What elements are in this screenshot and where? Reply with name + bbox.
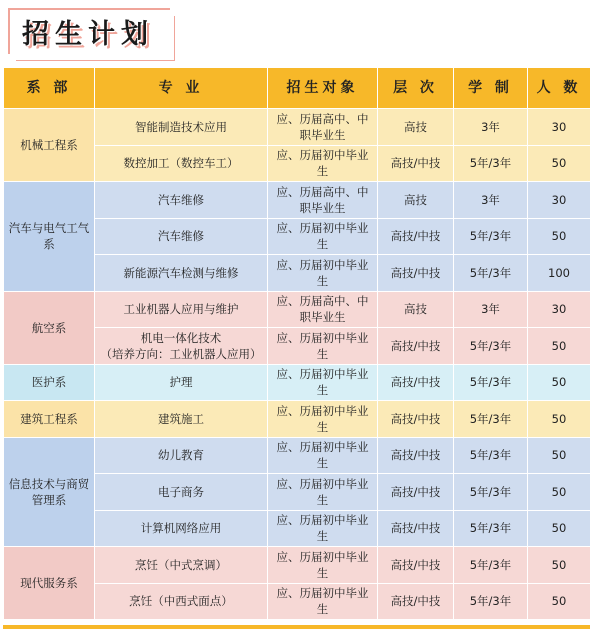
target-cell: 应、历届高中、中职毕业生 (268, 291, 378, 328)
dept-cell: 现代服务系 (4, 547, 95, 620)
target-cell: 应、历届高中、中职毕业生 (268, 109, 378, 146)
target-cell: 应、历届初中毕业生 (268, 328, 378, 365)
level-cell: 高技/中技 (378, 510, 454, 547)
level-cell: 高技/中技 (378, 474, 454, 511)
major-cell: 电子商务 (95, 474, 268, 511)
major-cell: 汽车维修 (95, 218, 268, 255)
table-row (4, 437, 591, 474)
major-cell: 数控加工（数控车工） (95, 145, 268, 182)
count-cell: 50 (528, 145, 591, 182)
target-cell: 应、历届初中毕业生 (268, 437, 378, 474)
target-cell: 应、历届初中毕业生 (268, 583, 378, 620)
duration-cell: 3年 (454, 291, 528, 328)
target-cell: 应、历届初中毕业生 (268, 145, 378, 182)
level-cell: 高技/中技 (378, 364, 454, 401)
level-cell: 高技/中技 (378, 328, 454, 365)
major-cell: 智能制造技术应用 (95, 109, 268, 146)
level-cell: 高技/中技 (378, 583, 454, 620)
table-row (4, 109, 591, 146)
major-cell: 护理 (95, 364, 268, 401)
count-cell: 50 (528, 547, 591, 584)
page-title: 招生计划 (22, 18, 154, 50)
major-cell: 汽车维修 (95, 182, 268, 219)
count-cell: 50 (528, 583, 591, 620)
target-cell: 应、历届初中毕业生 (268, 547, 378, 584)
duration-cell: 5年/3年 (454, 474, 528, 511)
duration-cell: 5年/3年 (454, 364, 528, 401)
count-cell: 50 (528, 364, 591, 401)
target-cell: 应、历届初中毕业生 (268, 218, 378, 255)
count-cell: 50 (528, 401, 591, 438)
level-cell: 高技/中技 (378, 401, 454, 438)
target-cell: 应、历届高中、中职毕业生 (268, 182, 378, 219)
level-cell: 高技 (378, 109, 454, 146)
major-cell: 建筑施工 (95, 401, 268, 438)
level-cell: 高技/中技 (378, 145, 454, 182)
count-cell: 50 (528, 510, 591, 547)
level-cell: 高技/中技 (378, 255, 454, 292)
level-cell: 高技/中技 (378, 547, 454, 584)
table-row (4, 401, 591, 438)
bottom-border (3, 625, 590, 629)
level-cell: 高技/中技 (378, 437, 454, 474)
header-duration: 学 制 (454, 68, 528, 109)
level-cell: 高技 (378, 182, 454, 219)
duration-cell: 5年/3年 (454, 437, 528, 474)
major-cell: 烹饪（中式烹调） (95, 547, 268, 584)
major-cell: 计算机网络应用 (95, 510, 268, 547)
table-row (4, 364, 591, 401)
header-dept: 系 部 (4, 68, 95, 109)
page-heading (8, 8, 168, 54)
major-cell: 烹饪（中西式面点） (95, 583, 268, 620)
duration-cell: 5年/3年 (454, 255, 528, 292)
major-cell: 新能源汽车检测与维修 (95, 255, 268, 292)
duration-cell: 5年/3年 (454, 218, 528, 255)
header-level: 层 次 (378, 68, 454, 109)
target-cell: 应、历届初中毕业生 (268, 474, 378, 511)
count-cell: 30 (528, 291, 591, 328)
count-cell: 30 (528, 182, 591, 219)
duration-cell: 5年/3年 (454, 510, 528, 547)
header-count: 人 数 (528, 68, 591, 109)
count-cell: 100 (528, 255, 591, 292)
dept-cell: 信息技术与商贸管理系 (4, 437, 95, 547)
table-row (4, 291, 591, 328)
target-cell: 应、历届初中毕业生 (268, 364, 378, 401)
count-cell: 50 (528, 474, 591, 511)
count-cell: 30 (528, 109, 591, 146)
major-cell: 工业机器人应用与维护 (95, 291, 268, 328)
duration-cell: 5年/3年 (454, 547, 528, 584)
duration-cell: 5年/3年 (454, 583, 528, 620)
count-cell: 50 (528, 218, 591, 255)
target-cell: 应、历届初中毕业生 (268, 255, 378, 292)
duration-cell: 5年/3年 (454, 145, 528, 182)
count-cell: 50 (528, 328, 591, 365)
target-cell: 应、历届初中毕业生 (268, 510, 378, 547)
level-cell: 高技/中技 (378, 218, 454, 255)
table-row (4, 182, 591, 219)
duration-cell: 5年/3年 (454, 328, 528, 365)
dept-cell: 建筑工程系 (4, 401, 95, 438)
level-cell: 高技 (378, 291, 454, 328)
dept-cell: 航空系 (4, 291, 95, 364)
duration-cell: 3年 (454, 109, 528, 146)
header-major: 专 业 (95, 68, 268, 109)
table-row (4, 547, 591, 584)
duration-cell: 5年/3年 (454, 401, 528, 438)
dept-cell: 机械工程系 (4, 109, 95, 182)
dept-cell: 汽车与电气工气系 (4, 182, 95, 292)
major-cell: 幼儿教育 (95, 437, 268, 474)
count-cell: 50 (528, 437, 591, 474)
major-cell: 机电一体化技术 （培养方向：工业机器人应用） (95, 328, 268, 365)
table-header-row (4, 68, 591, 109)
header-target: 招生对象 (268, 68, 378, 109)
duration-cell: 3年 (454, 182, 528, 219)
dept-cell: 医护系 (4, 364, 95, 401)
enrollment-plan-table (3, 67, 591, 620)
target-cell: 应、历届初中毕业生 (268, 401, 378, 438)
